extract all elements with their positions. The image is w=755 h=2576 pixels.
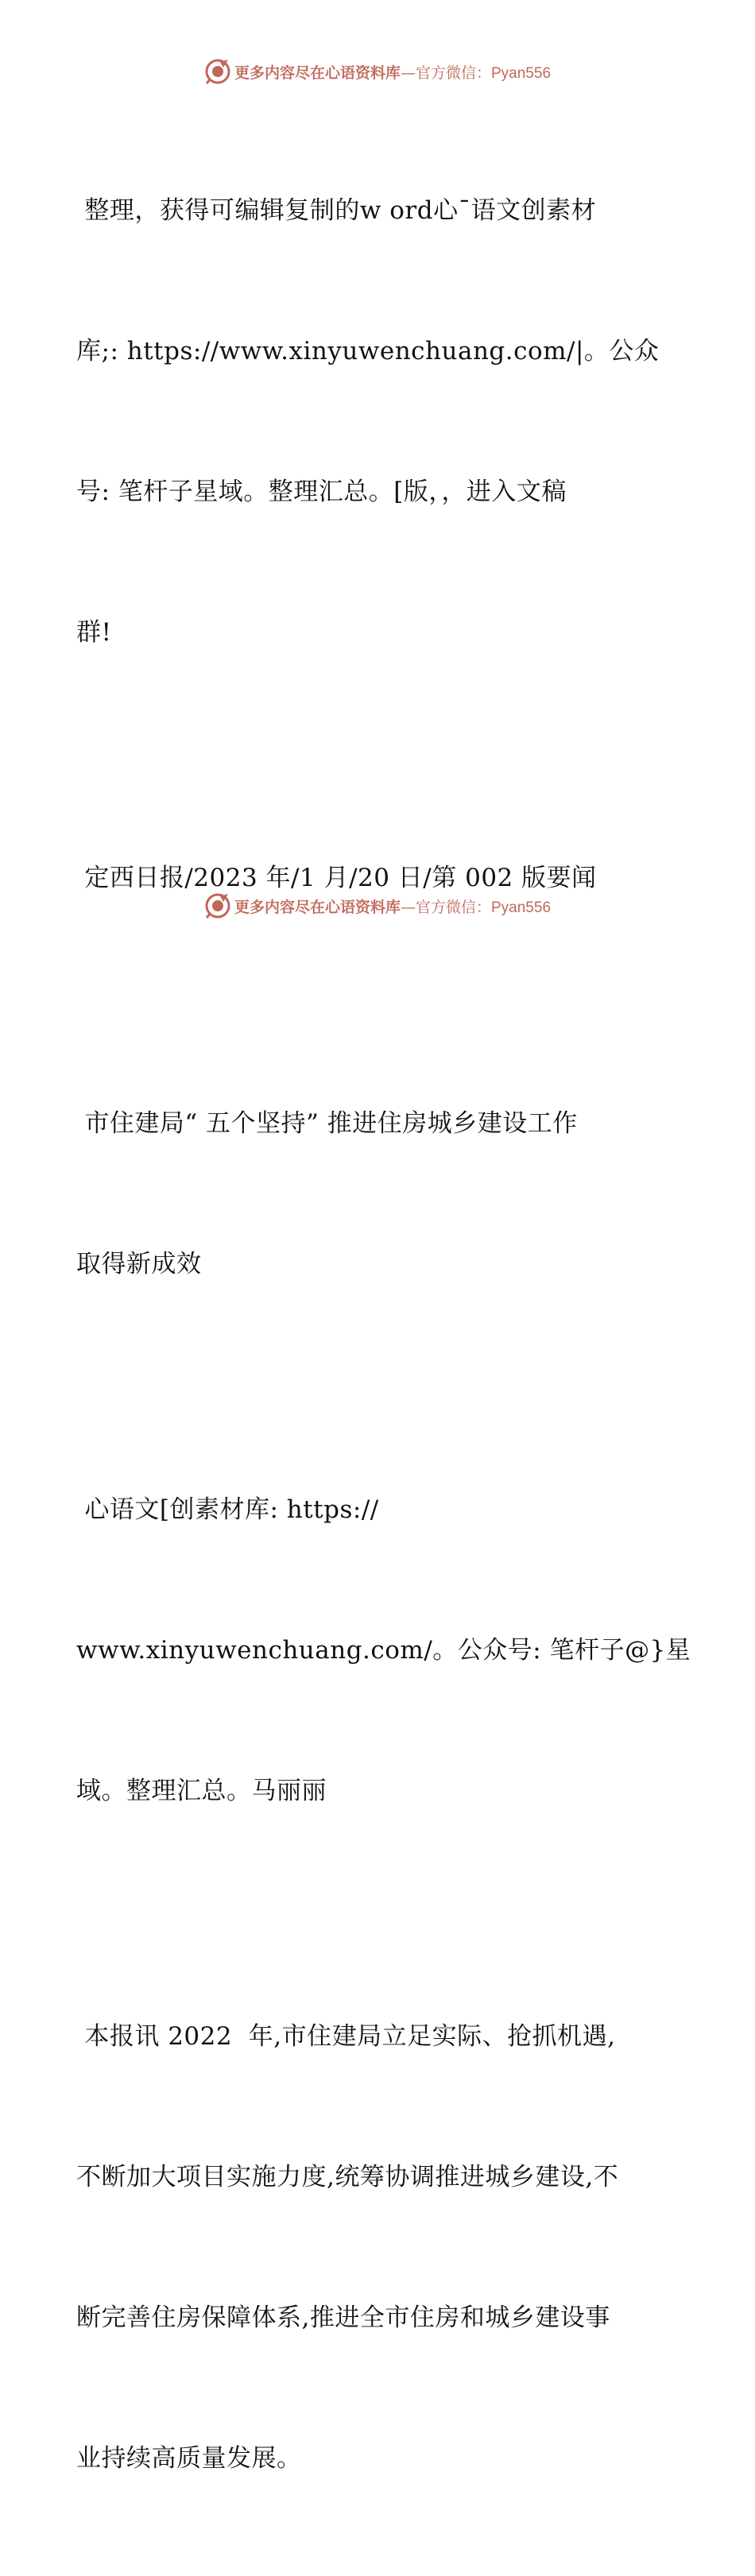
text-line: 号: 笔杆子星域。整理汇总。[版，，进入文稿 bbox=[76, 478, 567, 506]
pen-logo-icon bbox=[204, 58, 231, 85]
text-line: 库;: https://www.xinyuwenchuang.com/|。公众 bbox=[76, 337, 660, 366]
banner-main-text: 更多内容尽在心语资料库 bbox=[234, 64, 401, 82]
banner-wechat-id: Pyan556 bbox=[491, 899, 552, 916]
banner-official-label: 官方微信： bbox=[415, 64, 491, 82]
banner-official-label: 官方微信： bbox=[415, 898, 491, 916]
banner-wechat-id: Pyan556 bbox=[491, 64, 552, 82]
footer-banner bbox=[0, 890, 755, 922]
text-line: www.xinyuwenchuang.com/。公众号: 笔杆子@}星 bbox=[76, 1636, 691, 1665]
text-line: 群! bbox=[76, 618, 112, 647]
text-line: 业持续高质量发展。 bbox=[76, 2444, 302, 2473]
text-line: 市住建局“ 五个坚持” 推进住房城乡建设工作 bbox=[76, 1109, 578, 1138]
header-banner bbox=[0, 56, 755, 87]
text-line: 定西日报/2023 年/1 月/20 日/第 002 版要闻 bbox=[76, 864, 597, 892]
paragraph-source-note bbox=[76, 94, 664, 750]
text-line: 本报讯 2022 年,市住建局立足实际、抢抓机遇, bbox=[76, 2022, 616, 2051]
paragraph-byline bbox=[76, 1393, 691, 1909]
banner-dash: — bbox=[400, 898, 416, 916]
banner-text bbox=[234, 895, 551, 917]
paragraph-publication-info bbox=[76, 761, 664, 996]
document-body bbox=[76, 94, 691, 2576]
paragraph-headline bbox=[76, 1007, 664, 1382]
text-line: 不断加大项目实施力度,统筹协调推进城乡建设,不 bbox=[76, 2163, 619, 2191]
text-line: 取得新成效 bbox=[76, 1250, 202, 1278]
banner-text bbox=[234, 61, 551, 83]
text-line: 断完善住房保障体系,推进全市住房和城乡建设事 bbox=[76, 2303, 610, 2332]
paragraph-article-body bbox=[76, 1920, 664, 2576]
text-line: 整理，获得可编辑复制的w ord心¯语文创素材 bbox=[76, 196, 597, 225]
banner-main-text: 更多内容尽在心语资料库 bbox=[234, 898, 401, 916]
banner-dash: — bbox=[400, 64, 416, 82]
text-line: 域。整理汇总。马丽丽 bbox=[76, 1777, 327, 1805]
text-line: 心语文[创素材库: https:// bbox=[76, 1495, 379, 1524]
pen-logo-icon bbox=[204, 892, 231, 919]
